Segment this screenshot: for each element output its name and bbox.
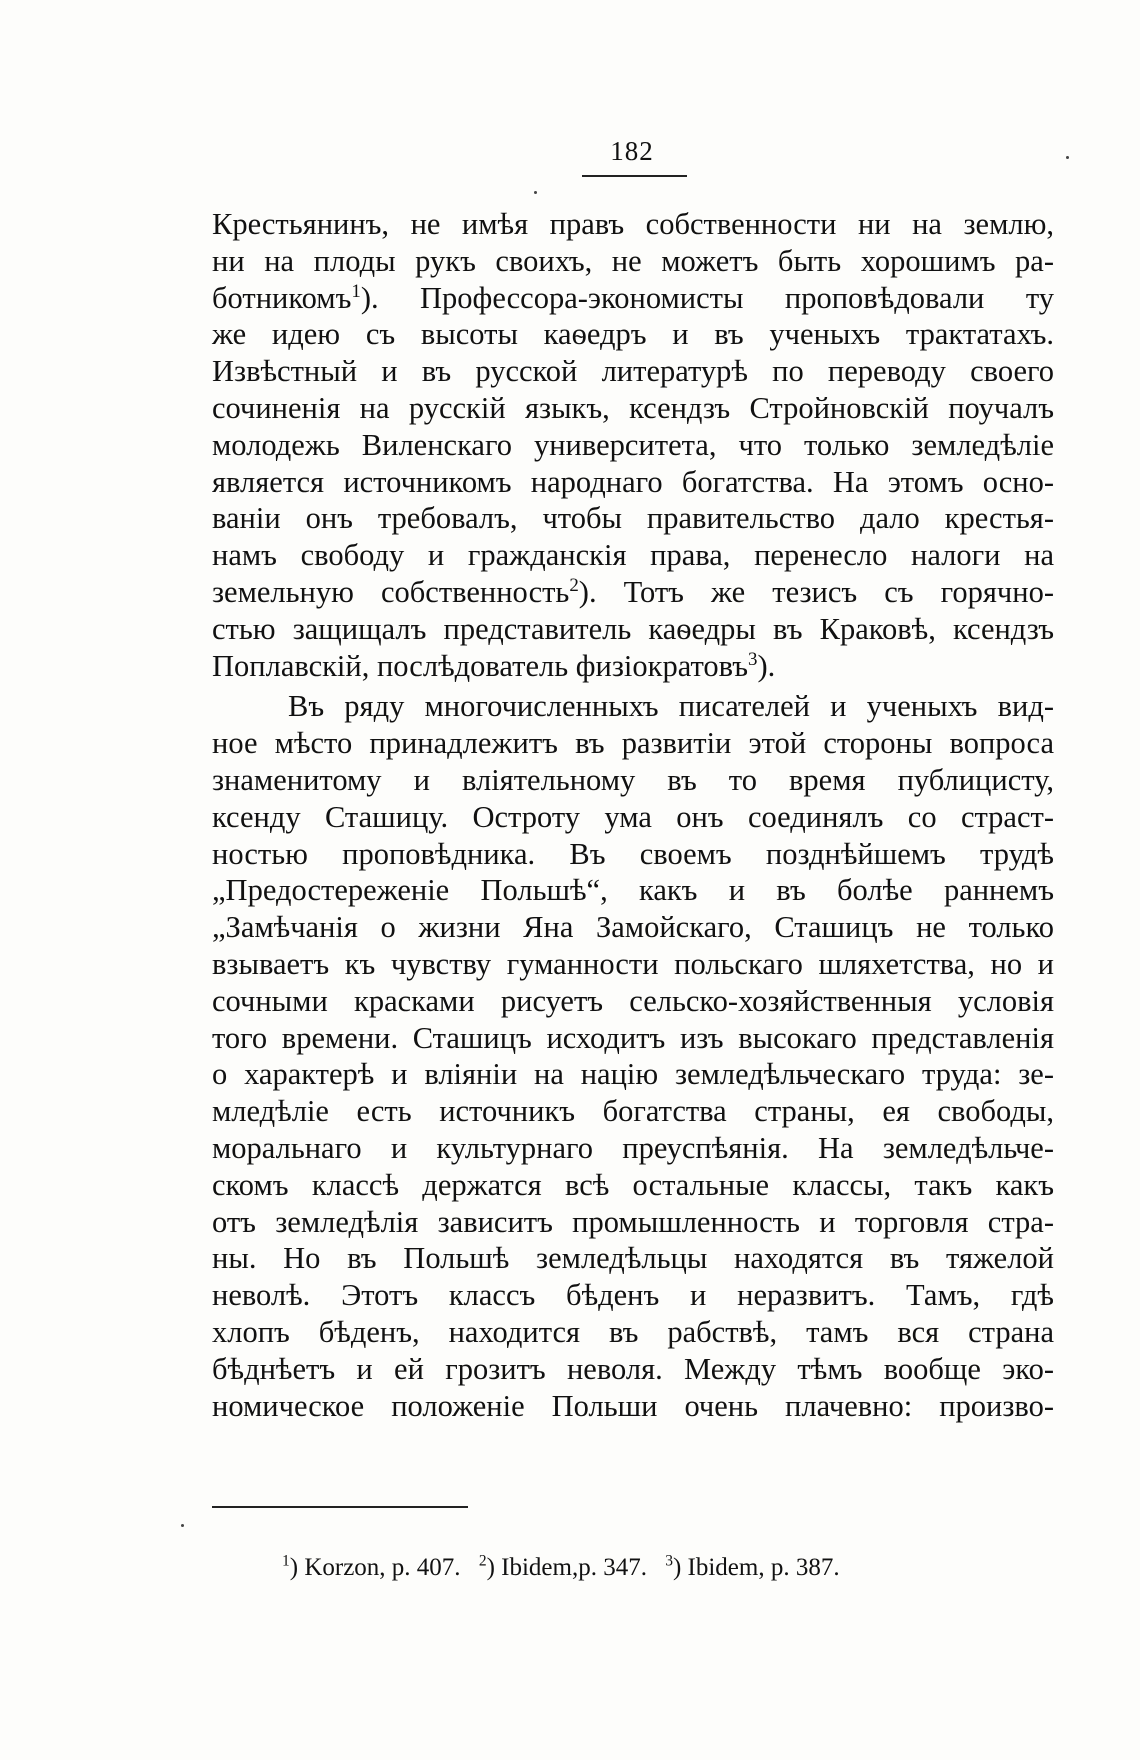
scan-speck [1066,156,1069,159]
footnote-mark: 3 [665,1552,673,1570]
footnote-mark: 2 [569,574,579,596]
text-line: того времени. Сташицъ исходитъ изъ высокаго представленія [212,1020,1054,1055]
text-line: Въ ряду многочисленныхъ писателей и ученыхъ вид- [288,689,1054,724]
text-line: сочиненія на русскій языкъ, ксендзъ Стройновскій поучалъ [212,390,1054,425]
text-line [212,574,1054,611]
text-line: бѣднѣетъ и ей грозитъ неволя. Между тѣмъ вообще эко- [212,1351,1054,1386]
text-line: сочными красками рисуетъ сельско-хозяйственныя условія [212,983,1054,1018]
text-fragment: ). [757,648,776,683]
text-line: неволѣ. Этотъ классъ бѣденъ и неразвитъ. Тамъ, гдѣ [212,1278,1054,1313]
text-line: Извѣстный и въ русской литературѣ по переводу своего [212,354,1054,389]
body-text [212,206,1054,1424]
text-line: моральнаго и культурнаго преуспѣянія. На земледѣльче- [212,1130,1054,1165]
text-line: Крестьянинъ, не имѣя правъ собственности ни на землю, [212,207,1054,241]
text-line: ностью проповѣдника. Въ своемъ позднѣйшемъ трудѣ [212,836,1054,871]
text-line: намъ свободу и гражданскія права, перенесло налоги на [212,538,1054,573]
text-line: ксенду Сташицу. Остроту ума онъ соединялъ со страст- [212,799,1054,834]
text-line: о характерѣ и вліяніи на націю земледѣльческаго труда: зе- [212,1057,1054,1092]
text-line: ное мѣсто принадлежитъ въ развитіи этой стороны вопроса [212,726,1054,761]
text-line: номическое положеніе Польши очень плачевно: произво- [212,1388,1054,1423]
text-line: отъ земледѣлія зависитъ промышленность и торговля стра- [212,1204,1054,1239]
footnote-mark: 1 [282,1552,290,1570]
text-fragment: земельную собственность [212,574,570,609]
text-line [212,648,1054,685]
text-line: ни на плоды рукъ своихъ, не можетъ быть хорошимъ ра- [212,243,1054,278]
footnote-rule [212,1506,468,1508]
text-line: мледѣліе есть источникъ богатства страны, ея свободы, [212,1094,1054,1129]
text-line: стью защищалъ представитель каѳедры въ Краковѣ, ксендзъ [212,611,1054,646]
text-fragment: Поплавскій, послѣдователь физіократовъ [212,648,749,683]
text-fragment: ботникомъ [212,280,352,315]
footnotes [282,1554,1042,1582]
text-line: взываетъ къ чувству гуманности польскаго шляхетства, но и [212,946,1054,981]
text-line: „Замѣчанія о жизни Яна Замойскаго, Сташицъ не только [212,910,1054,945]
footnote-2 [479,1554,647,1581]
text-line: скомъ классѣ держатся всѣ остальные классы, такъ какъ [212,1167,1054,1202]
page-number: 182 [610,136,654,166]
text-line: молодежь Виленскаго университета, что только земледѣліе [212,427,1054,462]
text-fragment: ). Тотъ же тезисъ съ горячно- [578,574,1054,609]
text-fragment: ). Профессора-экономисты проповѣдовали ту [360,280,1054,315]
text-line: „Предостереженіе Польшѣ“, какъ и въ болѣе раннемъ [212,873,1054,908]
footnote-mark: 2 [478,1552,487,1570]
footnote-mark: 1 [351,280,361,302]
footnote-mark: 3 [748,648,758,670]
footnote-3 [665,1554,839,1581]
text-line: ны. Но въ Польшѣ земледѣльцы находятся въ тяжелой [212,1241,1054,1276]
footnote-text: ) Ibidem, p. 387. [672,1554,840,1581]
footnote-text: ) Ibidem,p. 347. [486,1554,647,1581]
text-line: хлопъ бѣденъ, находится въ рабствѣ, тамъ вся страна [212,1314,1054,1349]
page-number-rule [582,175,687,177]
scan-speck [534,191,537,194]
text-line: же идею съ высоты каѳедръ и въ ученыхъ трактатахъ. [212,317,1054,352]
footnote-1 [282,1554,461,1581]
text-line: знаменитому и вліятельному въ то время публицисту, [212,762,1054,797]
text-line [212,280,1054,317]
scan-speck [181,1524,184,1527]
text-line: ваніи онъ требовалъ, чтобы правительство дало крестья- [212,501,1054,536]
text-line: является источникомъ народнаго богатства. На этомъ осно- [212,464,1054,499]
footnote-text: ) Korzon, p. 407. [289,1554,461,1581]
